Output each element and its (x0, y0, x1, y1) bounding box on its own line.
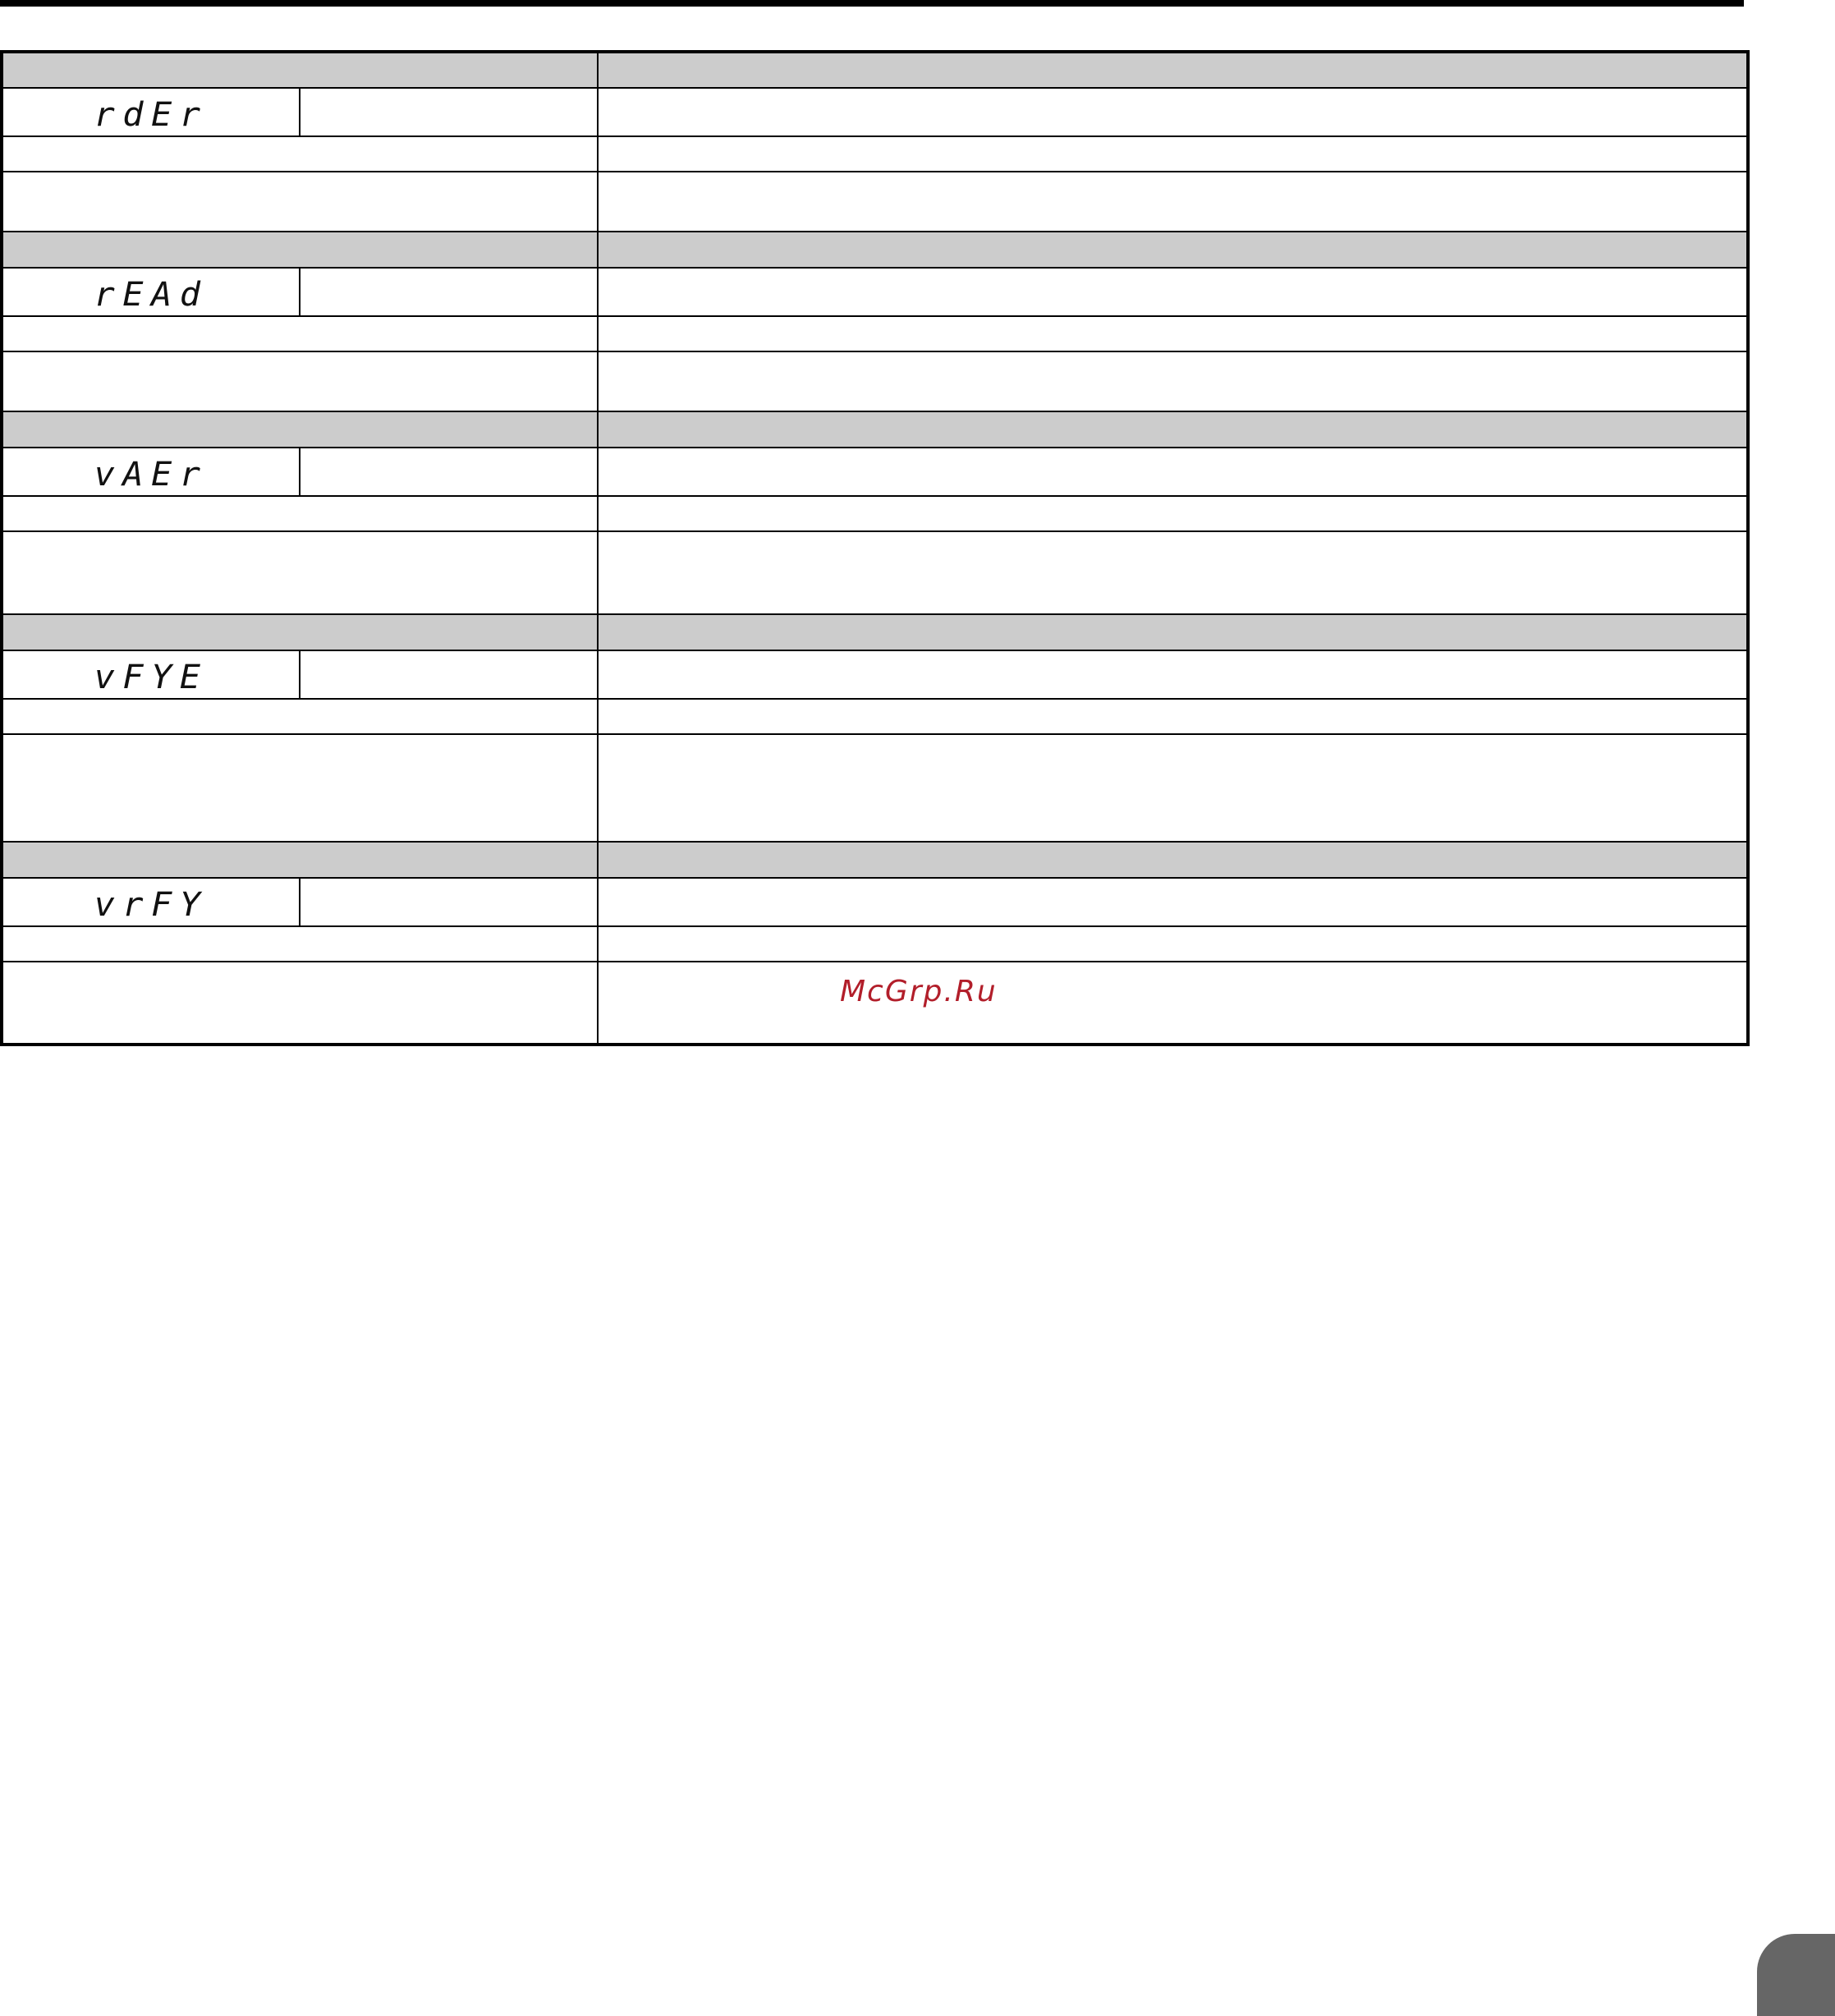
remedy-label-cell (598, 136, 1748, 172)
display-code: rdEr (94, 95, 209, 134)
cause-header-row (2, 926, 1748, 962)
fault-header-row (2, 232, 1748, 268)
cause-label-cell (2, 136, 598, 172)
fault-header-row (2, 842, 1748, 878)
display-code-detail-cell (300, 268, 598, 316)
fault-name-cell (2, 232, 598, 268)
fault-name-cell (2, 411, 598, 448)
fault-header-row (2, 52, 1748, 88)
display-code: rEAd (94, 275, 209, 314)
fault-title-cell (598, 842, 1748, 878)
remedy-label-cell (598, 316, 1748, 351)
fault-header-row (2, 614, 1748, 650)
display-description-cell (598, 878, 1748, 926)
cause-row (2, 734, 1748, 842)
fault-title-cell (598, 52, 1748, 88)
display-code-detail-cell (300, 650, 598, 699)
cause-header-row (2, 316, 1748, 351)
remedy-label-cell (598, 699, 1748, 734)
remedy-cell (598, 962, 1748, 1045)
cause-row (2, 351, 1748, 411)
cause-header-row (2, 496, 1748, 531)
display-code-cell (2, 88, 300, 136)
cause-cell (2, 531, 598, 614)
fault-name-cell (2, 52, 598, 88)
display-code: vFYE (94, 658, 209, 696)
display-description-cell (598, 448, 1748, 496)
display-code-cell (2, 268, 300, 316)
fault-code-row (2, 878, 1748, 926)
watermark-text: McGrp.Ru (840, 975, 998, 1008)
fault-title-cell (598, 614, 1748, 650)
display-code: vAEr (94, 455, 209, 494)
fault-code-row (2, 448, 1748, 496)
fault-title-cell (598, 411, 1748, 448)
cause-label-cell (2, 496, 598, 531)
cause-row (2, 172, 1748, 232)
cause-label-cell (2, 316, 598, 351)
cause-cell (2, 734, 598, 842)
remedy-cell (598, 172, 1748, 232)
remedy-cell (598, 734, 1748, 842)
cause-cell (2, 172, 598, 232)
fault-code-row (2, 268, 1748, 316)
fault-code-row (2, 650, 1748, 699)
display-code: vrFY (94, 885, 209, 924)
display-description-cell (598, 650, 1748, 699)
cause-cell (2, 962, 598, 1045)
display-code-detail-cell (300, 878, 598, 926)
fault-code-table (0, 50, 1750, 1046)
display-description-cell (598, 88, 1748, 136)
fault-header-row (2, 411, 1748, 448)
page-tab (1757, 1934, 1835, 2016)
cause-header-row (2, 699, 1748, 734)
cause-label-cell (2, 699, 598, 734)
display-description-cell (598, 268, 1748, 316)
fault-code-row (2, 88, 1748, 136)
remedy-cell (598, 531, 1748, 614)
cause-cell (2, 351, 598, 411)
remedy-cell (598, 351, 1748, 411)
fault-name-cell (2, 614, 598, 650)
display-code-cell (2, 878, 300, 926)
display-code-detail-cell (300, 88, 598, 136)
display-code-detail-cell (300, 448, 598, 496)
display-code-cell (2, 448, 300, 496)
fault-title-cell (598, 232, 1748, 268)
cause-header-row (2, 136, 1748, 172)
display-code-cell (2, 650, 300, 699)
top-rule (0, 0, 1744, 7)
fault-name-cell (2, 842, 598, 878)
cause-label-cell (2, 926, 598, 962)
remedy-label-cell (598, 926, 1748, 962)
cause-row (2, 531, 1748, 614)
remedy-label-cell (598, 496, 1748, 531)
